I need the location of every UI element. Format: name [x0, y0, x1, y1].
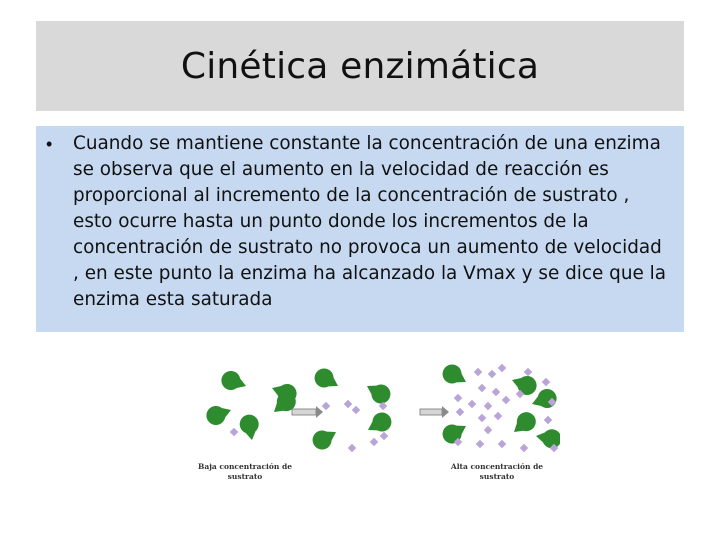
title-box: [36, 21, 684, 111]
stage-2-low-substrate: [309, 365, 395, 453]
enzyme-saturation-figure: [176, 362, 560, 492]
caption-high-line2: sustrato: [479, 472, 515, 481]
bullet-text: Cuando se mantiene constante la concentración de una enzima se observa que el aumento en la velocidad de reacción es proporcional al incremento de la concentración de sustrato , esto ocurre hasta un punto donde los incrementos de la concentración de sustrato no provoca un aumento de velocidad , en este punto la enzima ha alcanzado la Vmax y se dice que la enzima esta saturada: [73, 133, 667, 310]
content-box: [36, 126, 684, 332]
caption-low: [190, 462, 300, 482]
caption-low-line1: Baja concentración de: [198, 462, 292, 471]
arrow-1: [292, 406, 323, 418]
caption-low-line2: sustrato: [227, 472, 263, 481]
stage-1-free-enzymes: [204, 368, 300, 441]
caption-high-line1: Alta concentración de: [450, 462, 544, 471]
arrow-2: [420, 406, 449, 418]
bullet-marker: •: [46, 134, 53, 154]
caption-high: [442, 462, 552, 482]
stage-3-high-substrate: [439, 362, 560, 452]
slide-title: Cinética enzimática: [180, 45, 540, 87]
bullet-item: [44, 131, 676, 313]
